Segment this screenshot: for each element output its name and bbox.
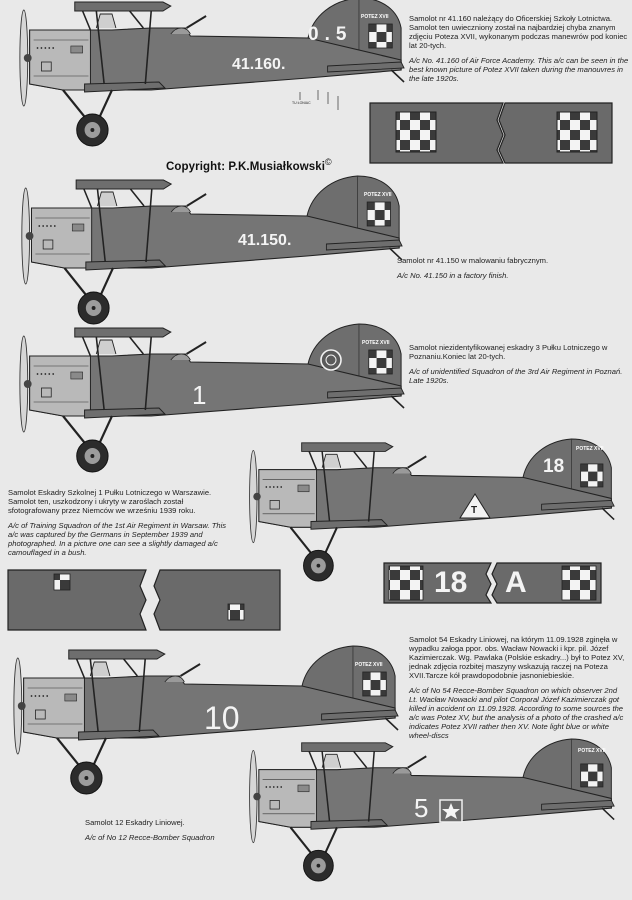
cowl-name-2: POTEZ XVII	[364, 192, 392, 198]
marking-annotation: TU ŁONIAC	[292, 101, 311, 105]
caption-6-pl: Samolot 12 Eskadry Liniowej.	[85, 818, 185, 827]
star-marking-icon	[440, 800, 462, 822]
serial-1: 1	[192, 380, 207, 410]
caption-4-pl: Samolot Eskadry Szkolnej 1 Pułku Lotniczego w Warszawie. Samolot ten, uszkodzony i ukryty w zaroślach został sfotografowany przez Niemców we wrześniu 1939 roku.	[8, 488, 212, 515]
cowl-name-4: POTEZ XVII	[576, 446, 604, 452]
copyright-text	[166, 157, 332, 173]
cowl-name-5: POTEZ XVII	[355, 662, 383, 668]
caption-2-en: A/c No. 41.150 in a factory finish.	[397, 271, 509, 280]
tail-code-05: 0.5	[308, 24, 353, 45]
copyright-label: Copyright: P.K.Musiałkowski	[166, 160, 326, 173]
caption-3-en: A/c of unidentified Squadron of the 3rd Air Regiment in Poznań. Late 1920s.	[409, 367, 623, 385]
serial-10: 10	[204, 700, 240, 736]
triangle-letter: T	[471, 505, 478, 516]
caption-5-pl: Samolot 54 Eskadry Liniowej, na którym 11.09.1928 zginęła w wypadku załoga ppor. obs. Wacław Nowacki i kpr. pil. Józef Kazimierczak. Wg. Pawlaka (Polskie eskadry...) był to Potez XV, jednak zdjęcia rozbitej maszyny wskazują raczej na Poteza XVII.Tarcze kół prawdopodobnie jasnoniebieskie.	[409, 635, 625, 680]
caption-aircraft-5	[409, 635, 627, 746]
caption-aircraft-3	[409, 343, 624, 391]
caption-1-pl: Samolot nr 41.160 należący do Oficerskiej Szkoły Lotnictwa. Samolot ten uwieczniony został na najbardziej chyba znanym zdjęciu Poteza XVII, wykonanym podczas manewrów pod koniec lat 20-tych.	[409, 14, 628, 50]
wing-code-strip	[384, 563, 601, 603]
serial-41-150: 41.150.	[238, 232, 292, 249]
marking-pointers	[300, 90, 338, 110]
cowl-name-1: POTEZ XVII	[361, 14, 389, 20]
caption-aircraft-1	[409, 14, 629, 89]
wing-planform-2	[8, 570, 280, 630]
serial-5: 5	[414, 793, 429, 823]
wing-planform-1	[370, 103, 612, 163]
cowl-name-6: POTEZ XVII	[578, 748, 606, 754]
caption-aircraft-2	[397, 256, 622, 286]
caption-aircraft-4	[8, 488, 236, 563]
wing-code-a: A	[505, 566, 527, 599]
serial-18: 18	[543, 456, 565, 477]
caption-4-en: A/c of Training Squadron of the 1st Air Regiment in Warsaw. This a/c was captured by the Germans in September 1939 and photographed. In a picture one can see a slightly damaged a/c camouflaged in a bush.	[8, 521, 227, 557]
squadron-emblem-icon	[321, 350, 341, 370]
copyright-symbol: ©	[325, 157, 332, 167]
caption-6-en: A/c of No 12 Recce-Bomber Squadron	[85, 833, 215, 842]
caption-3-pl: Samolot niezidentyfikowanej eskadry 3 Pułku Lotniczego w Poznaniu.Koniec lat 20-tych.	[409, 343, 608, 361]
caption-2-pl: Samolot nr 41.150 w malowaniu fabrycznym.	[397, 256, 549, 265]
cowl-name-3: POTEZ XVII	[362, 340, 390, 346]
serial-41-160: 41.160.	[232, 56, 286, 73]
wing-code-18: 18	[434, 566, 468, 599]
caption-aircraft-6	[85, 818, 245, 848]
caption-1-en: A/c No. 41.160 of Air Force Academy. This a/c can be seen in the best known picture of Potez XVII taken during the manouvres in the late 1920s.	[409, 56, 629, 83]
caption-5-en: A/c of No 54 Recce-Bomber Squadron on which observer 2nd Lt. Wacław Nowacki and pilot Corporal Józef Kazimierczak got killed in accident on 11.09.1928. According to some sources the a/c was Potez XV, but the analysis of a photo of the crashed a/c indicates Potez XVII rather then XV. Note light blue or white wheel-discs	[409, 686, 624, 740]
